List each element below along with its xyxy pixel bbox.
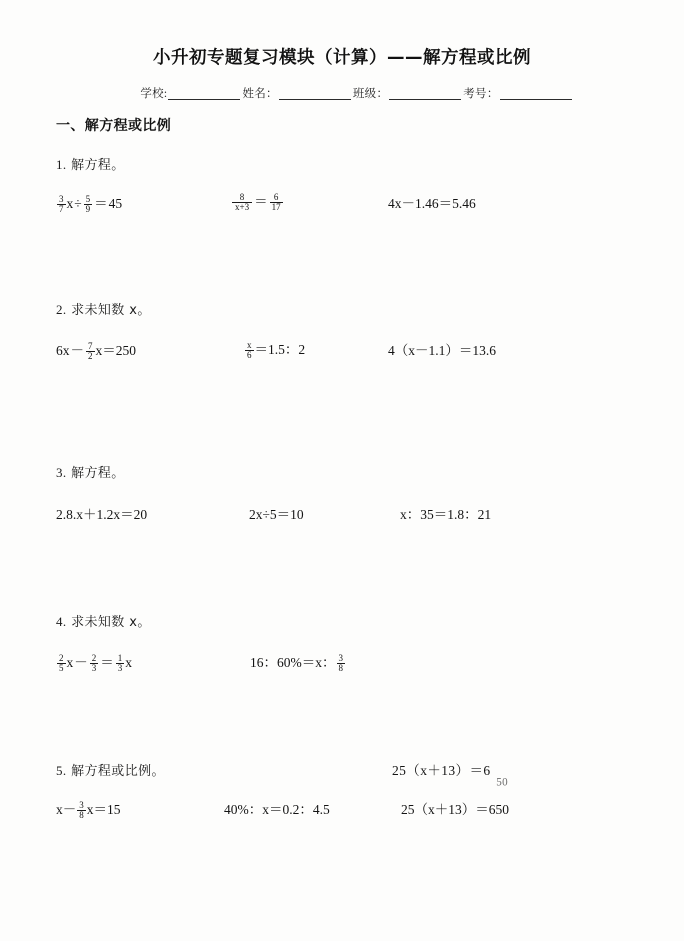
problem-5-1 (56, 801, 121, 820)
group-5-label (56, 760, 628, 788)
group-1-label (56, 154, 628, 173)
equals-sign: ＝ (100, 654, 114, 670)
group-3-label (56, 462, 628, 481)
group-2-label (56, 299, 628, 318)
group-5-title: 解方程或比例。 (71, 764, 165, 779)
field-school-label: 学校: (140, 88, 168, 100)
section-heading: 一、解方程或比例 (56, 118, 172, 134)
problem-2-1 (56, 342, 136, 361)
problem-group-1 (56, 154, 628, 223)
field-examno-rule[interactable] (500, 88, 572, 100)
field-school (140, 85, 242, 101)
group-5-number: 5. (56, 763, 67, 778)
group-5-row (56, 795, 628, 829)
equals-sign: ＝ (94, 195, 108, 211)
group-4-number: 4. (56, 614, 67, 629)
var-x: x (66, 195, 74, 211)
fraction-2-3: $\frac{2}{3}$ (91, 652, 97, 673)
field-school-rule[interactable] (168, 88, 240, 100)
field-examno (463, 85, 573, 101)
fraction-2-5: $\frac{2}{5}$ (59, 652, 64, 673)
minus-sign: － (74, 654, 88, 670)
student-info-line (56, 85, 628, 101)
field-name-label: 姓名： (242, 88, 278, 100)
fraction-1-3: $\frac{1}{3}$ (117, 652, 123, 673)
problem-group-3 (56, 462, 628, 535)
group-4-label (56, 611, 628, 630)
problem-group-2 (56, 299, 628, 370)
minus-sign: － (70, 342, 84, 358)
term-6x: 6x (56, 342, 70, 358)
worksheet-page (0, 44, 684, 941)
group-2-row (56, 336, 628, 370)
problem-4-1 (56, 654, 132, 673)
problem-3-3: x：35＝1.8：21 (400, 507, 492, 522)
equals-sign: ＝ (254, 193, 268, 209)
problem-3-1: 2.8.x＋1.2x＝20 (56, 507, 148, 522)
var-x-2: x (125, 654, 132, 670)
group-3-title: 解方程。 (71, 466, 125, 481)
term-x-minus: x－ (56, 801, 77, 817)
problem-1-3: 4x－1.46＝5.46 (388, 196, 476, 211)
fraction-7-2: $\frac{7}{2}$ (88, 340, 93, 361)
field-class-rule[interactable] (389, 88, 461, 100)
field-name (242, 85, 352, 101)
problem-5-0: 25（x＋13）＝6 50 (392, 763, 508, 788)
group-3-number: 3. (56, 465, 67, 480)
group-1-title: 解方程。 (71, 158, 125, 173)
fraction-x-6: $\frac{x}{6}$ (247, 339, 252, 360)
group-2-number: 2. (56, 302, 67, 317)
problem-2-3: 4（x－1.1）＝13.6 (388, 343, 496, 358)
field-class (353, 85, 463, 101)
problem-4-2 (250, 654, 346, 673)
problem-group-5 (56, 760, 628, 829)
page-title: 小升初专题复习模块（计算）——解方程或比例 (153, 48, 531, 68)
group-1-number: 1. (56, 157, 67, 172)
problem-5-0-main: 25（x＋13）＝6 (392, 763, 491, 778)
problem-5-2: 40%：x＝0.2：4.5 (224, 802, 330, 817)
field-name-rule[interactable] (279, 88, 351, 100)
problem-3-2: 2x÷5＝10 (249, 507, 304, 522)
fraction-6-17: $\frac{6}{17}$ (271, 191, 281, 212)
problem-1-1 (56, 195, 122, 214)
value-45: 45 (108, 195, 123, 211)
fraction-3-8: $\frac{3}{8}$ (79, 799, 84, 820)
var-x: x (66, 654, 74, 670)
fraction-8-over-x-plus-3: $\frac{8}{x+3}$ (232, 193, 252, 212)
fraction-5-9: $\frac{5}{9}$ (85, 193, 91, 214)
ratio-1point5-2: ＝1.5：2 (254, 341, 306, 357)
ratio-16-60-x: 16：60%＝x： (250, 654, 336, 670)
fraction-3-7: $\frac{3}{7}$ (59, 193, 64, 214)
field-class-label: 班级： (352, 88, 389, 100)
field-examno-label: 考号： (463, 88, 499, 100)
problem-5-3: 25（x＋13）＝650 (401, 802, 509, 817)
value-x-15: x＝15 (86, 801, 121, 817)
problem-2-2 (244, 341, 305, 360)
group-3-row (56, 501, 628, 535)
group-2-title: 求未知数 x。 (71, 303, 151, 318)
group-4-row (56, 648, 628, 682)
problem-group-4 (56, 611, 628, 682)
group-4-title: 求未知数 x。 (71, 615, 151, 630)
problem-1-2 (231, 193, 284, 212)
group-1-row (56, 189, 628, 223)
fraction-3-8: $\frac{3}{8}$ (338, 652, 343, 673)
value-x-250: x＝250 (95, 342, 136, 358)
divide-sign: ÷ (74, 195, 82, 211)
